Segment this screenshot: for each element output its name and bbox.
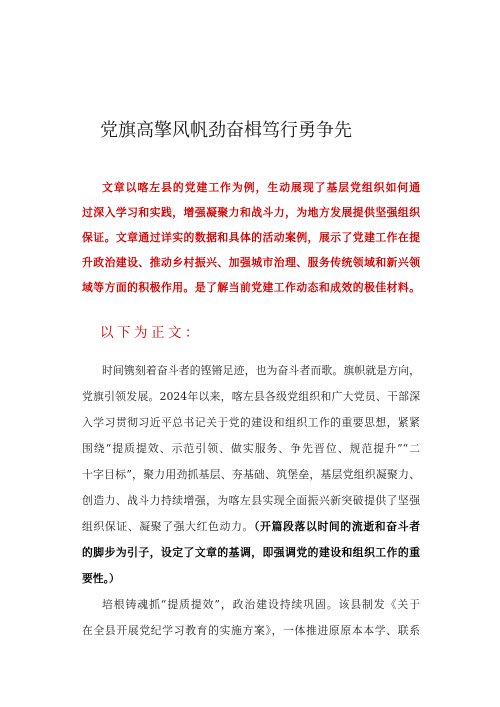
body-paragraph-1 [82, 358, 420, 592]
body-line: 入学习贯彻习近平总书记关于党的建设和组织工作的重要思想，紧紧 [82, 416, 420, 429]
summary-line: 域等方面的积极作用。是了解当前党建工作动态和成效的极佳材料。 [82, 281, 420, 294]
summary-line: 过深入学习和实践，增强凝聚力和战斗力，为地方发展提供坚强组织 [82, 206, 420, 219]
body-line: 十字目标”，聚力用劲抓基层、夯基础、筑堡垒，基层党组织凝聚力、 [82, 468, 420, 481]
editor-note: 的脚步为引子，设定了文章的基调，即强调党的建设和组织工作的重 [82, 546, 420, 559]
body-line: 在全县开展党纪学习教育的实施方案》，一体推进原原本本学、联系 [82, 624, 420, 637]
summary-paragraph [82, 175, 420, 300]
body-line: 培根铸魂抓“提质提效”，政治建设持续巩固。该县制发《关于 [102, 598, 420, 611]
body-line-text: 组织保证、凝聚了强大红色动力。 [82, 520, 255, 533]
body-paragraph-2 [82, 592, 420, 644]
body-line: 时间镌刻着奋斗者的铿锵足迹，也为奋斗者而歌。旗帜就是方向， [102, 364, 420, 377]
body-line: 创造力、战斗力持续增强，为喀左县实现全面振兴新突破提供了坚强 [82, 494, 420, 507]
body-line: 党旗引领发展。2024年以来，喀左县各级党组织和广大党员、干部深 [82, 390, 420, 403]
body-line [82, 514, 420, 540]
editor-note: 要性。） [82, 572, 120, 585]
document-title: 党旗高擎风帆劲奋楫笃行勇争先 [100, 120, 352, 140]
body-line: 围绕“提质提效、示范引领、做实服务、争先晋位、规范提升”“二 [82, 442, 420, 455]
intro-label: 以下为正文： [100, 325, 202, 341]
summary-line: 升政治建设、推动乡村振兴、加强城市治理、服务传统领域和新兴领 [82, 256, 420, 269]
body-text [82, 358, 420, 644]
editor-note: （开篇段落以时间的流逝和奋斗者 [254, 520, 420, 533]
summary-line: 文章以喀左县的党建工作为例，生动展现了基层党组织如何通 [102, 181, 420, 194]
summary-line: 保证。文章通过详实的数据和具体的活动案例，展示了党建工作在提 [82, 231, 420, 244]
